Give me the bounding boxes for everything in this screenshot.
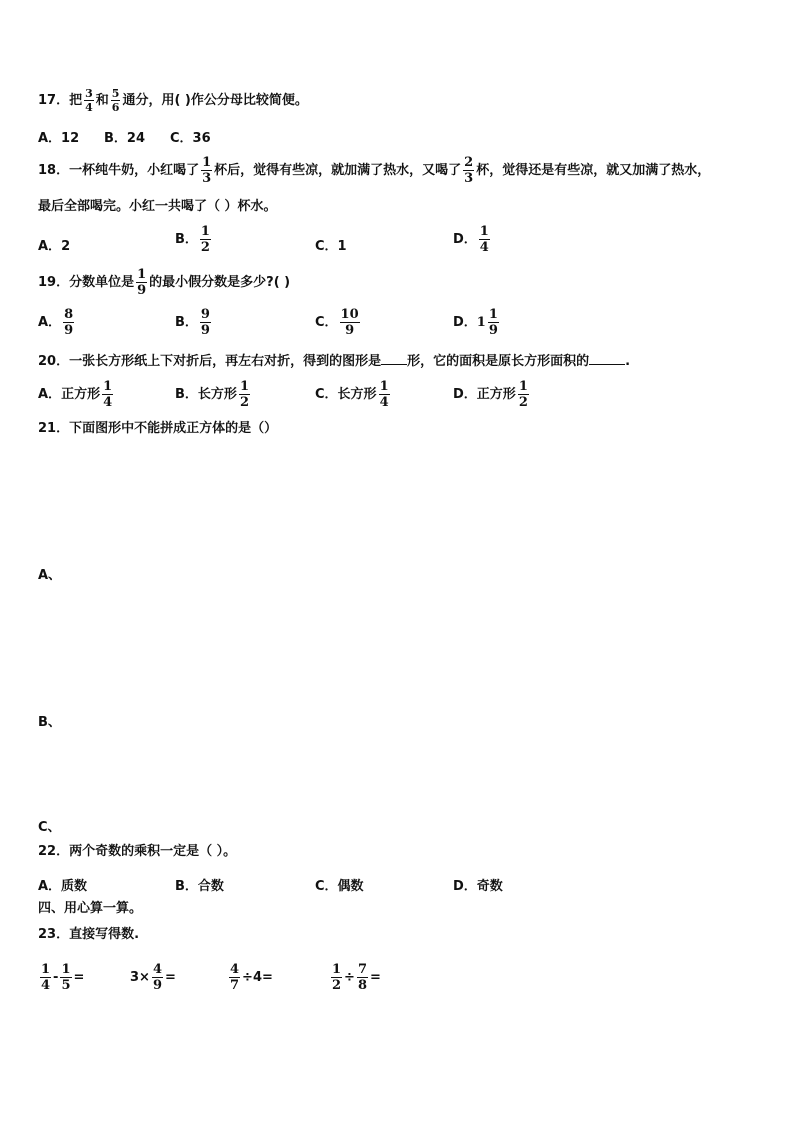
fraction: $\frac{1}{2}$ bbox=[200, 224, 210, 255]
fraction: $\frac{4}{7}$ bbox=[230, 962, 240, 993]
option-b: B．长方形 $\frac{1}{2}$ bbox=[175, 379, 249, 410]
fraction: $\frac{1}{9}$ bbox=[488, 307, 498, 338]
question-23: 23．直接写得数. bbox=[38, 927, 140, 942]
answer-blank[interactable] bbox=[381, 364, 407, 365]
option-c: C、 bbox=[38, 820, 61, 835]
question-18-line-2: 最后全部喝完。小红一共喝了（ ）杯水。 bbox=[38, 199, 277, 214]
option-b: B．24 bbox=[104, 131, 145, 146]
question-number: 20． bbox=[38, 354, 70, 369]
option-c: C． $\frac{10}{9}$ bbox=[315, 307, 359, 338]
question-21: 21．下面图形中不能拼成正方体的是（） bbox=[38, 421, 278, 436]
fraction: $\frac{1}{2}$ bbox=[332, 962, 342, 993]
option-d: D．奇数 bbox=[453, 879, 503, 894]
fraction: $\frac{1}{3}$ bbox=[202, 155, 212, 186]
expression-3: $\frac{4}{7}$ ÷4= bbox=[230, 962, 273, 993]
expression-4: $\frac{1}{2}$ ÷ $\frac{7}{8}$ = bbox=[332, 962, 381, 993]
option-c: C．36 bbox=[170, 131, 211, 146]
fraction: $\frac{1}{5}$ bbox=[61, 962, 71, 993]
fraction: $\frac{1}{4}$ bbox=[41, 962, 51, 993]
option-b: B．合数 bbox=[175, 879, 224, 894]
expression-2: 3× $\frac{4}{9}$ = bbox=[130, 962, 176, 993]
option-c: C．1 bbox=[315, 239, 347, 254]
question-number: 19． bbox=[38, 275, 70, 290]
fraction: $\frac{1}{4}$ bbox=[479, 224, 489, 255]
option-a: A．12 bbox=[38, 131, 80, 146]
fraction: $\frac{1}{2}$ bbox=[239, 379, 249, 410]
option-c: C．长方形 $\frac{1}{4}$ bbox=[315, 379, 389, 410]
option-a: A． $\frac{8}{9}$ bbox=[38, 307, 74, 338]
answer-blank[interactable] bbox=[589, 364, 625, 365]
fraction: $\frac{7}{8}$ bbox=[357, 962, 367, 993]
question-20: 20．一张长方形纸上下对折后，再左右对折，得到的图形是 形，它的面积是原长方形面积的 . bbox=[38, 354, 631, 369]
question-22: 22．两个奇数的乘积一定是（ ）。 bbox=[38, 844, 237, 859]
option-a: A．2 bbox=[38, 239, 71, 254]
option-b: B． $\frac{9}{9}$ bbox=[175, 307, 210, 338]
fraction: $\frac{10}{9}$ bbox=[340, 307, 359, 338]
option-a: A、 bbox=[38, 568, 62, 583]
fraction: $\frac{2}{3}$ bbox=[464, 155, 474, 186]
option-b: B、 bbox=[38, 715, 61, 730]
question-17: 17．把 $\frac{3}{4}$ 和 $\frac{5}{6}$ 通分，用( )作公分母比较简便。 bbox=[38, 87, 308, 114]
option-a: A．正方形 $\frac{1}{4}$ bbox=[38, 379, 113, 410]
fraction: $\frac{3}{4}$ bbox=[85, 87, 93, 114]
option-a: A．质数 bbox=[38, 879, 88, 894]
option-b: B． $\frac{1}{2}$ bbox=[175, 224, 210, 255]
option-c: C．偶数 bbox=[315, 879, 364, 894]
expression-1: $\frac{1}{4}$ - $\frac{1}{5}$ = bbox=[41, 962, 85, 993]
question-number: 22． bbox=[38, 844, 70, 859]
fraction: $\frac{4}{9}$ bbox=[152, 962, 162, 993]
fraction: $\frac{1}{4}$ bbox=[103, 379, 113, 410]
option-d: D．1 $\frac{1}{9}$ bbox=[453, 307, 498, 338]
option-d: D． $\frac{1}{4}$ bbox=[453, 224, 489, 255]
question-number: 21． bbox=[38, 421, 70, 436]
fraction: $\frac{9}{9}$ bbox=[200, 307, 210, 338]
fraction: $\frac{1}{2}$ bbox=[518, 379, 528, 410]
question-19: 19．分数单位是 $\frac{1}{9}$ 的最小假分数是多少?( ) bbox=[38, 267, 291, 298]
option-d: D．正方形 $\frac{1}{2}$ bbox=[453, 379, 528, 410]
question-number: 23． bbox=[38, 927, 70, 942]
fraction: $\frac{8}{9}$ bbox=[64, 307, 74, 338]
question-number: 18． bbox=[38, 163, 70, 178]
question-18: 18．一杯纯牛奶，小红喝了 $\frac{1}{3}$ 杯后，觉得有些凉，就加满了热水，又喝了 $\frac{2}{3}$ 杯，觉得还是有些凉，就又加满了热水， bbox=[38, 155, 711, 186]
question-number: 17． bbox=[38, 93, 70, 108]
section-heading: 四、用心算一算。 bbox=[38, 901, 143, 916]
fraction: $\frac{1}{4}$ bbox=[379, 379, 389, 410]
fraction: $\frac{1}{9}$ bbox=[137, 267, 147, 298]
fraction: $\frac{5}{6}$ bbox=[111, 87, 120, 114]
